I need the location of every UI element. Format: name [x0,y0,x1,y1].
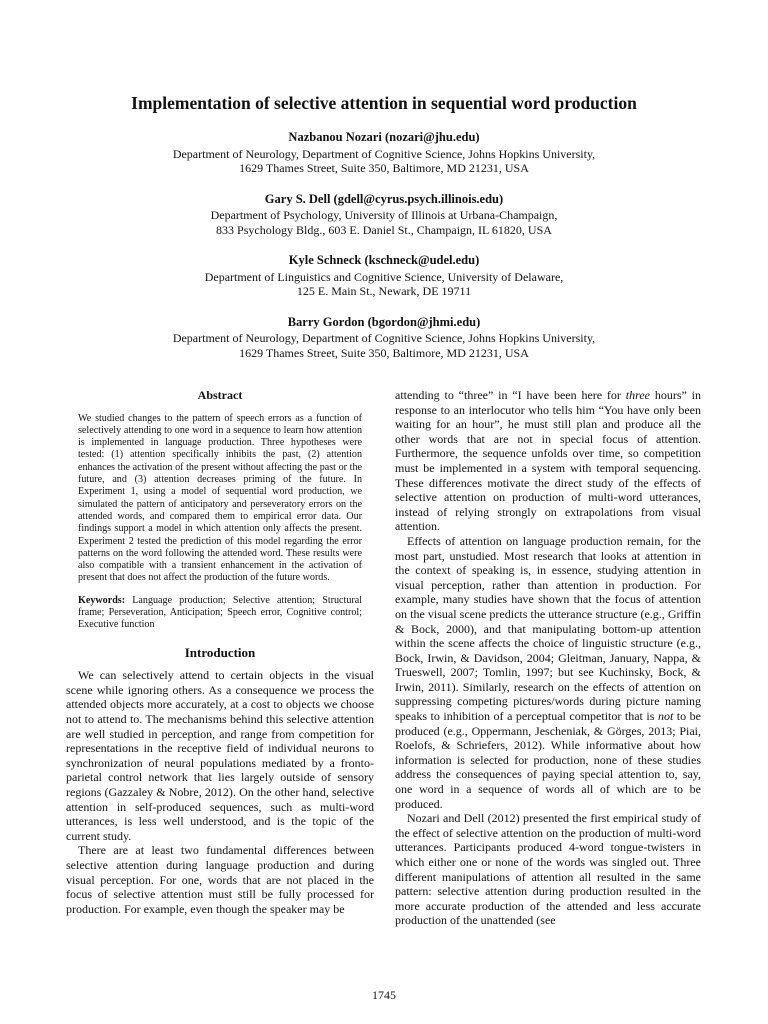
author-name: Kyle Schneck (kschneck@udel.edu) [288,253,480,267]
keywords [78,595,362,632]
author-name: Barry Gordon (bgordon@jhmi.edu) [287,314,481,329]
author-name: Nazbanou Nozari (nozari@jhu.edu) [288,130,480,144]
author-address: 125 E. Main St., Newark, DE 19711 [296,284,472,298]
author-block [0,130,768,176]
emphasis: not [657,709,674,724]
text-run: hours” in response to an interlocutor who tells him “You have only been waiting for an hour”, he must still plan and produce all the other words that are not in special focus of attention. Furthermore, the sequence unfolds over time, so competition must be implemented in a system with temporal sequencing. These differences motivate the direct study of the effects of selective attention on production of multi-word utterances, instead of relying strongly on extrapolations from visual attention. [395,388,702,534]
left-column [66,388,374,916]
body-paragraph [395,388,701,534]
author-address: 1629 Thames Street, Suite 350, Baltimore, MD 21231, USA [239,161,529,175]
body-paragraph: Nozari and Dell (2012) presented the first empirical study of the effect of selective attention on the production of multi-word utterances. Participants produced 4-word tongue-twisters in which either one or none of the words was singled out. Three different manipulations of attention all resulted in the same pattern: selective attention during production resulted in the more accurate production of the attended and less accurate production of the unattended (see [395,811,701,928]
author-affiliation: Department of Psychology, University of Illinois at Urbana-Champaign, [210,208,558,222]
emphasis: three [625,388,650,402]
text-run: Effects of attention on language production remain, for the most part, unstudied. Most research that looks at attention in the context of speaking is, in essence, studying attention in visual perception, rather than attention in production. For example, many studies have shown that the focus of attention on the visual scene predicts the utterance structure (e.g., Griffin & Bock, 2000), and that manipulating bottom-up attention within the scene affects the choice of linguistic structure (e.g., Bock, Irwin, & Davidson, 2004; Gleitman, January, Nappa, & Trueswell, 2007; Tomlin, 1997; but see Kuchinsky, Bock, & Irwin, 2011). Similarly, research on the effects of attention on suppressing competing pictures/words during picture naming speaks to inhibition of a perceptual competitor that is [395,533,701,724]
author-affiliation: Department of Linguistics and Cognitive Science, University of Delaware, [204,269,564,284]
author-address: 1629 Thames Street, Suite 350, Baltimore, MD 21231, USA [239,345,529,360]
author-affiliation: Department of Neurology, Department of Cognitive Science, Johns Hopkins University, [172,331,596,345]
author-block [0,315,768,361]
author-list [0,130,768,376]
body-paragraph [395,534,701,811]
author-address: 833 Psychology Bldg., 603 E. Daniel St., Champaign, IL 61820, USA [216,222,552,237]
abstract-heading: Abstract [197,388,243,402]
paper-title: Implementation of selective attention in sequential word production [131,93,637,113]
keywords-text: Language production; Selective attention; Structural frame; Perseveration, Anticipation; Speech error, Cognitive control; Executive function [78,594,363,631]
text-run: to be produced (e.g., Oppermann, Jescheniak, & Görges, 2013; Piai, Roelofs, & Schriefers, 2012). While informative about how information is selected for production, none of these studies address the consequences of paying special attention to, say, one word in a sequence of words all of which are to be produced. [395,709,701,811]
page-number: 1745 [372,988,396,1002]
author-affiliation: Department of Neurology, Department of Cognitive Science, Johns Hopkins University, [172,146,596,161]
text-run: attending to “three” in “I have been here for [395,388,626,402]
author-block [0,192,768,238]
right-column [395,388,701,928]
abstract-text: We studied changes to the pattern of speech errors as a function of selectively attending to one word in a sequence to learn how attention is implemented in language production. Three hypotheses were tested: (1) attention specifically inhibits the past, (2) attention enhances the activation of the present without affecting the past or the future, and (3) attention decreases priming of the future. In Experiment 1, using a model of sequential word production, we simulated the pattern of anticipatory and perseveratory errors on the attended words, and compared them to empirical error data. Our findings support a model in which attention only affects the present. Experiment 2 tested the prediction of this model regarding the error patterns on the word following the attended word. These results were also compatible with a transient enhancement in the activation of present that does not affect the production of the future words. [78,412,362,584]
author-name: Gary S. Dell (gdell@cyrus.psych.illinois.edu) [264,191,504,206]
keywords-label: Keywords: [78,594,126,606]
intro-paragraph: We can selectively attend to certain objects in the visual scene while ignoring others. As a consequence we process the attended objects more accurately, at a cost to objects we choose not to attend to. The mechanisms behind this selective attention are well studied in perception, and range from competition for representations in the receptive field of individual neurons to synchronization of neural populations mediated by a fronto-parietal control network that lies largely outside of sensory regions (Gazzaley & Nobre, 2012). On the other hand, selective attention in self-produced sequences, such as multi-word utterances, is less well understood, and is the topic of the current study. [66,668,374,843]
author-block [0,253,768,299]
introduction-heading: Introduction [184,644,256,660]
intro-paragraph: There are at least two fundamental differences between selective attention during language production and during visual perception. For one, words that are not placed in the focus of selective attention must still be fully processed for production. For example, even though the speaker may be [66,843,374,916]
